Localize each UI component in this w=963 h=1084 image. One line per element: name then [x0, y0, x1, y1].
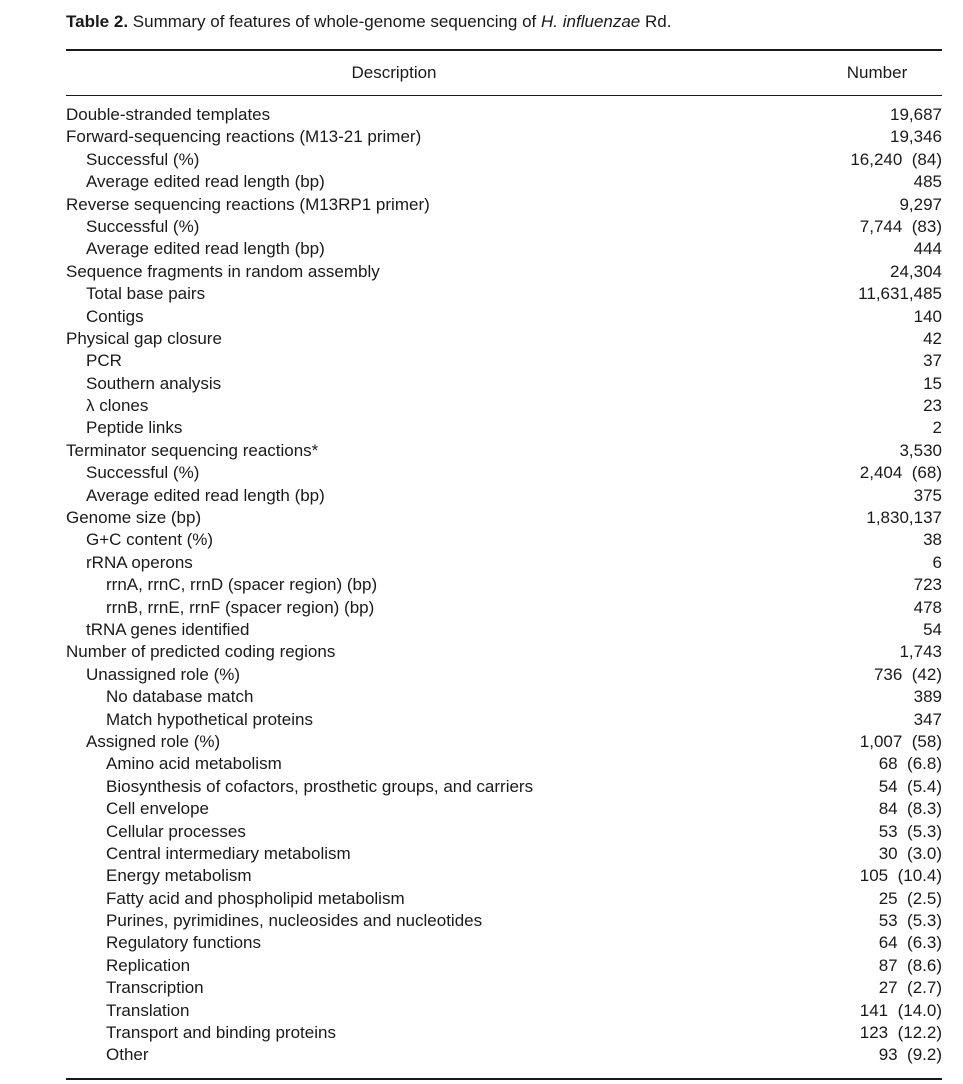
table-row	[66, 910, 942, 932]
row-number: 64 (6.3)	[878, 933, 942, 953]
table-row	[66, 238, 942, 260]
row-number: 19,346	[890, 127, 942, 147]
table-row	[66, 283, 942, 305]
row-number: 84 (8.3)	[878, 799, 942, 819]
row-description: Forward-sequencing reactions (M13-21 primer)	[66, 127, 422, 147]
row-number: 141 (14.0)	[859, 1000, 942, 1020]
table-row	[66, 619, 942, 641]
table-row	[66, 171, 942, 193]
row-description: rRNA operons	[86, 552, 193, 572]
caption-label: Table 2.	[66, 12, 129, 31]
row-description: Purines, pyrimidines, nucleosides and nucleotides	[106, 911, 483, 931]
table-row	[66, 485, 942, 507]
header-rule	[66, 95, 942, 96]
table-row	[66, 373, 942, 395]
row-description: Other	[106, 1045, 149, 1065]
row-number: 30 (3.0)	[878, 843, 942, 863]
table-row	[66, 395, 942, 417]
row-description: Double-stranded templates	[66, 105, 271, 124]
row-description: No database match	[106, 687, 254, 707]
table-row	[66, 776, 942, 798]
table-row	[66, 194, 942, 216]
bottom-rule	[66, 1078, 942, 1080]
row-number: 27 (2.7)	[878, 978, 942, 998]
row-description: Average edited read length (bp)	[86, 485, 325, 505]
table-row	[66, 731, 942, 753]
row-number: 6	[932, 552, 942, 572]
row-description: Terminator sequencing reactions*	[66, 440, 319, 460]
row-description: Unassigned role (%)	[86, 664, 241, 684]
row-description: Fatty acid and phospholipid metabolism	[106, 888, 405, 908]
row-number: 389	[913, 687, 942, 707]
table-row	[66, 1044, 942, 1066]
table-row	[66, 328, 942, 350]
row-number: 478	[913, 597, 942, 617]
row-number: 24,304	[890, 261, 942, 281]
row-description: G+C content (%)	[86, 530, 214, 550]
row-number: 7,744 (83)	[859, 216, 942, 236]
table-row	[66, 350, 942, 372]
row-number: 87 (8.6)	[878, 955, 942, 975]
row-description: Average edited read length (bp)	[86, 239, 325, 259]
row-number: 16,240 (84)	[850, 149, 942, 169]
row-description: Peptide links	[86, 418, 183, 438]
row-description: Genome size (bp)	[66, 508, 202, 528]
row-number: 54	[923, 619, 942, 639]
row-description: Successful (%)	[86, 216, 200, 236]
row-number: 1,007 (58)	[859, 731, 942, 751]
row-description: Regulatory functions	[106, 933, 261, 953]
table-row	[66, 529, 942, 551]
row-number: 37	[923, 351, 942, 371]
row-number: 485	[913, 172, 942, 192]
row-number: 347	[913, 709, 942, 729]
table-row	[66, 417, 942, 439]
row-description: Energy metabolism	[106, 866, 252, 886]
table-row	[66, 507, 942, 529]
row-number: 1,830,137	[866, 508, 942, 528]
row-number: 53 (5.3)	[878, 821, 942, 841]
row-number: 93 (9.2)	[878, 1045, 942, 1065]
row-description: Sequence fragments in random assembly	[66, 261, 380, 281]
row-number: 2	[932, 418, 942, 438]
table-row	[66, 216, 942, 238]
table-row	[66, 686, 942, 708]
row-number: 25 (2.5)	[878, 888, 942, 908]
row-description: Assigned role (%)	[86, 731, 221, 751]
row-number: 54 (5.4)	[878, 776, 942, 796]
table-row	[66, 462, 942, 484]
table-row	[66, 843, 942, 865]
table-row	[66, 955, 942, 977]
row-description: Successful (%)	[86, 149, 200, 169]
row-number: 123 (12.2)	[859, 1023, 942, 1043]
row-description: tRNA genes identified	[86, 619, 250, 639]
row-number: 736 (42)	[873, 664, 942, 684]
row-description: Transport and binding proteins	[106, 1023, 336, 1043]
table-row	[66, 753, 942, 775]
row-description: rrnB, rrnE, rrnF (spacer region) (bp)	[106, 597, 375, 617]
row-number: 1,743	[899, 642, 942, 662]
row-description: Match hypothetical proteins	[106, 709, 313, 729]
table-row	[66, 261, 942, 283]
table-caption	[66, 10, 946, 34]
row-description: Cellular processes	[106, 821, 246, 841]
row-number: 2,404 (68)	[859, 463, 942, 483]
table-row	[66, 664, 942, 686]
row-number: 68 (6.8)	[878, 754, 942, 774]
row-description: Amino acid metabolism	[106, 754, 282, 774]
row-number: 42	[923, 328, 942, 348]
table-row	[66, 821, 942, 843]
row-description: PCR	[86, 351, 122, 371]
row-number: 15	[923, 373, 942, 393]
row-number: 9,297	[899, 194, 942, 214]
row-number: 19,687	[890, 105, 942, 124]
row-number: 723	[913, 575, 942, 595]
row-description: Number of predicted coding regions	[66, 642, 336, 662]
row-description: Physical gap closure	[66, 328, 222, 348]
row-number: 53 (5.3)	[878, 911, 942, 931]
top-rule	[66, 49, 942, 51]
caption-text: Summary of features of whole-genome sequencing of	[132, 12, 537, 31]
row-number: 105 (10.4)	[859, 866, 942, 886]
table-row	[66, 888, 942, 910]
table-row	[66, 104, 942, 126]
table-row	[66, 1022, 942, 1044]
row-description: Cell envelope	[106, 799, 210, 819]
row-number: 140	[913, 306, 942, 326]
caption-suffix: Rd.	[645, 12, 672, 31]
table-row	[66, 597, 942, 619]
row-number: 38	[923, 530, 942, 550]
row-description: Reverse sequencing reactions (M13RP1 primer)	[66, 194, 430, 214]
row-number: 11,631,485	[858, 284, 942, 304]
row-description: Average edited read length (bp)	[86, 172, 325, 192]
row-description: Total base pairs	[86, 284, 206, 304]
table-row	[66, 977, 942, 999]
table-row	[66, 552, 942, 574]
row-description: Replication	[106, 955, 191, 975]
table-row	[66, 798, 942, 820]
row-description: rrnA, rrnC, rrnD (spacer region) (bp)	[106, 575, 378, 595]
table-body	[66, 104, 942, 1067]
table-row	[66, 306, 942, 328]
caption-organism: H. influenzae	[541, 12, 641, 31]
row-description: Southern analysis	[86, 373, 222, 393]
table-row	[66, 641, 942, 663]
table-row	[66, 709, 942, 731]
row-description: Contigs	[86, 306, 144, 326]
row-description: Central intermediary metabolism	[106, 843, 351, 863]
row-description: Translation	[106, 1000, 190, 1020]
table-row	[66, 865, 942, 887]
table-row	[66, 932, 942, 954]
table-row	[66, 1000, 942, 1022]
row-description: λ clones	[86, 396, 149, 416]
row-description: Biosynthesis of cofactors, prosthetic groups, and carriers	[106, 776, 534, 796]
row-number: 444	[913, 239, 942, 259]
row-description: Transcription	[106, 978, 204, 998]
header-number: Number	[846, 63, 908, 82]
table-row	[66, 574, 942, 596]
row-number: 3,530	[899, 440, 942, 460]
header-description: Description	[351, 63, 437, 82]
table-row	[66, 149, 942, 171]
row-number: 375	[913, 485, 942, 505]
table-row	[66, 440, 942, 462]
row-description: Successful (%)	[86, 463, 200, 483]
table-row	[66, 126, 942, 148]
row-number: 23	[923, 396, 942, 416]
